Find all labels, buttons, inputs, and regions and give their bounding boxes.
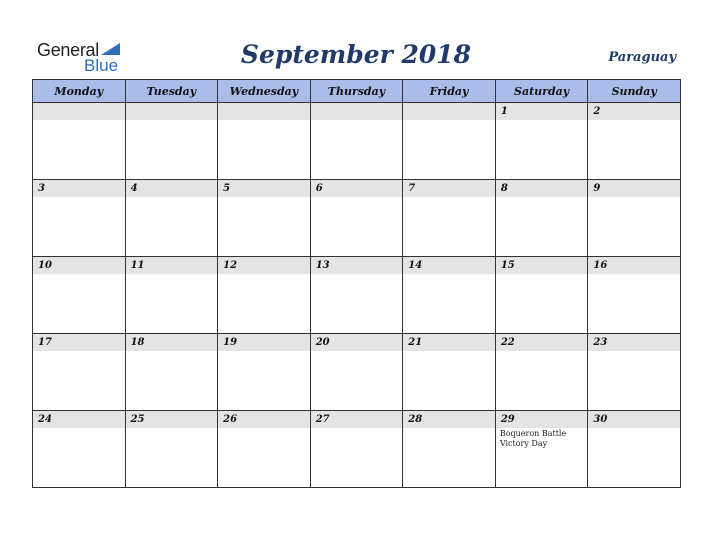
- day-number: [126, 103, 218, 120]
- day-number: 27: [311, 411, 403, 428]
- day-cell[interactable]: [33, 411, 126, 488]
- calendar-body: [33, 103, 681, 488]
- day-cell[interactable]: [588, 180, 681, 257]
- logo-text-general: General: [37, 40, 99, 60]
- week-row: [33, 334, 681, 411]
- day-number: 12: [218, 257, 310, 274]
- day-cell[interactable]: [495, 103, 588, 180]
- day-cell[interactable]: [495, 411, 588, 488]
- empty-day-cell: [33, 103, 126, 180]
- day-number: 18: [126, 334, 218, 351]
- day-number: 11: [126, 257, 218, 274]
- day-number: 16: [588, 257, 680, 274]
- day-cell[interactable]: [403, 180, 496, 257]
- day-cell[interactable]: [218, 257, 311, 334]
- day-cell[interactable]: [310, 257, 403, 334]
- weekday-monday: Monday: [33, 80, 126, 103]
- day-cell[interactable]: [588, 411, 681, 488]
- weekday-thursday: Thursday: [310, 80, 403, 103]
- day-number: 1: [496, 103, 588, 120]
- day-number: [218, 103, 310, 120]
- day-number: 3: [33, 180, 125, 197]
- empty-day-cell: [403, 103, 496, 180]
- week-row: [33, 103, 681, 180]
- day-cell[interactable]: [33, 334, 126, 411]
- day-number: 9: [588, 180, 680, 197]
- day-cell[interactable]: [403, 411, 496, 488]
- day-number: 17: [33, 334, 125, 351]
- day-cell[interactable]: [218, 411, 311, 488]
- weekday-saturday: Saturday: [495, 80, 588, 103]
- day-cell[interactable]: [403, 334, 496, 411]
- day-cell[interactable]: [125, 334, 218, 411]
- calendar-title: September 2018: [240, 40, 472, 69]
- day-number: 10: [33, 257, 125, 274]
- day-cell[interactable]: [310, 180, 403, 257]
- weekday-friday: Friday: [403, 80, 496, 103]
- day-cell[interactable]: [310, 411, 403, 488]
- empty-day-cell: [310, 103, 403, 180]
- day-number: 26: [218, 411, 310, 428]
- empty-day-cell: [218, 103, 311, 180]
- day-cell[interactable]: [588, 257, 681, 334]
- day-number: 13: [311, 257, 403, 274]
- day-cell[interactable]: [33, 180, 126, 257]
- country-label: Paraguay: [608, 50, 676, 65]
- weekday-header-row: [33, 80, 681, 103]
- day-number: [403, 103, 495, 120]
- day-cell[interactable]: [588, 334, 681, 411]
- day-cell[interactable]: [125, 257, 218, 334]
- weekday-tuesday: Tuesday: [125, 80, 218, 103]
- day-cell[interactable]: [125, 411, 218, 488]
- day-number: [33, 103, 125, 120]
- day-number: 24: [33, 411, 125, 428]
- day-cell[interactable]: [588, 103, 681, 180]
- day-number: 21: [403, 334, 495, 351]
- logo-text-blue: Blue: [84, 56, 119, 75]
- day-number: 25: [126, 411, 218, 428]
- weekday-sunday: Sunday: [588, 80, 681, 103]
- day-number: 6: [311, 180, 403, 197]
- day-number: 29: [496, 411, 588, 428]
- day-cell[interactable]: [495, 257, 588, 334]
- holiday-label: Boqueron Battle Victory Day: [499, 429, 567, 448]
- day-number: 5: [218, 180, 310, 197]
- day-cell[interactable]: [310, 334, 403, 411]
- day-number: 30: [588, 411, 680, 428]
- day-cell[interactable]: [495, 334, 588, 411]
- day-cell[interactable]: [218, 180, 311, 257]
- day-number: 8: [496, 180, 588, 197]
- empty-day-cell: [125, 103, 218, 180]
- day-number: 4: [126, 180, 218, 197]
- day-number: [311, 103, 403, 120]
- day-cell[interactable]: [125, 180, 218, 257]
- day-cell[interactable]: [403, 257, 496, 334]
- week-row: [33, 180, 681, 257]
- day-number: 14: [403, 257, 495, 274]
- day-cell[interactable]: [33, 257, 126, 334]
- day-number: 19: [218, 334, 310, 351]
- day-number: 2: [588, 103, 680, 120]
- day-number: 7: [403, 180, 495, 197]
- day-number: 20: [311, 334, 403, 351]
- calendar-grid: [32, 79, 681, 488]
- day-cell[interactable]: [495, 180, 588, 257]
- day-number: 28: [403, 411, 495, 428]
- week-row: [33, 411, 681, 488]
- day-cell[interactable]: [218, 334, 311, 411]
- day-number: 23: [588, 334, 680, 351]
- day-number: 15: [496, 257, 588, 274]
- week-row: [33, 257, 681, 334]
- day-number: 22: [496, 334, 588, 351]
- weekday-wednesday: Wednesday: [218, 80, 311, 103]
